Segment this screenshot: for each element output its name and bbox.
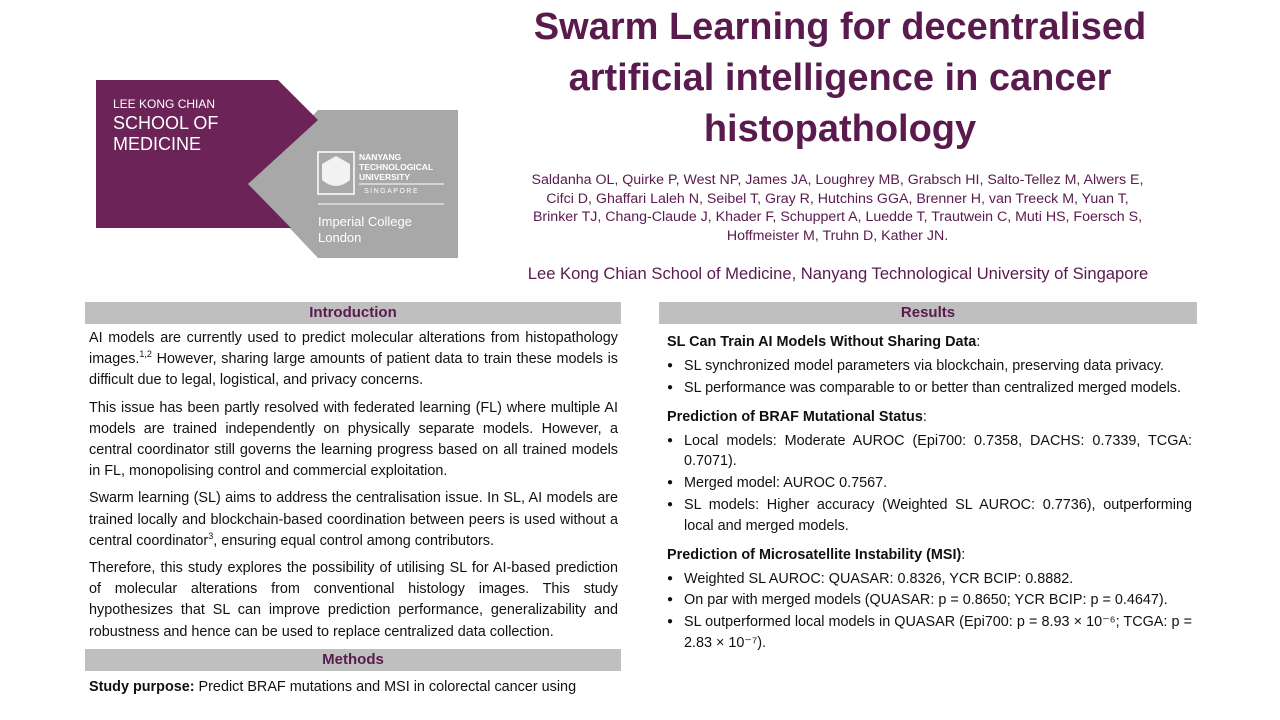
results-subheading-3: Prediction of Microsatellite Instability (MSI): bbox=[667, 546, 966, 563]
author-list bbox=[495, 171, 1180, 245]
results-s3-title: Prediction of Microsatellite Instability (MSI) bbox=[667, 546, 962, 563]
list-item: ● SL outperformed local models in QUASAR (Epi700: p = 8.93 × 10⁻⁶; TCGA: p = 2.83 × 10⁻⁷). bbox=[667, 612, 1192, 654]
title-line1: Swarm Learning for decentralised bbox=[533, 6, 1147, 48]
intro-p1-text-a: AI models are currently used to predict molecular alterations from histopathology images. bbox=[89, 330, 618, 368]
results-list-1 bbox=[667, 356, 1192, 399]
results-subheading-1: SL Can Train AI Models Without Sharing Data: bbox=[667, 334, 981, 350]
intro-p3-text-a: Swarm learning (SL) aims to address the centralisation issue. In SL, AI models are trained locally and blockchain-based coordination between peers is used without a central coordinator bbox=[89, 490, 618, 549]
methods-heading: Methods bbox=[85, 649, 621, 671]
intro-p1-citation: 1,2 bbox=[139, 349, 152, 360]
authors-line2: Cifci D, Ghaffari Laleh N, Seibel T, Gray R, Hutchins GGA, Brenner H, van Treeck M, Yuan T, bbox=[546, 190, 1129, 207]
methods-label: Study purpose: bbox=[89, 678, 195, 695]
list-item: ● SL synchronized model parameters via blockchain, preserving data privacy. bbox=[667, 356, 1192, 377]
intro-paragraph-1 bbox=[89, 328, 618, 392]
title-line2: artificial intelligence in cancer bbox=[568, 57, 1112, 99]
authors-line1: Saldanha OL, Quirke P, West NP, James JA, Loughrey MB, Grabsch HI, Salto-Tellez M, Alwers E, bbox=[531, 172, 1144, 188]
results-heading: Results bbox=[659, 302, 1197, 324]
ntu-line1: NANYANG bbox=[359, 152, 402, 162]
methods-study-purpose bbox=[89, 677, 618, 697]
authors-line3: Brinker TJ, Chang-Claude J, Khader F, Schuppert A, Luedde T, Trautwein C, Muti HS, Foersch S, bbox=[532, 209, 1143, 226]
title-line3: histopathology bbox=[703, 108, 977, 150]
imperial-line2: London bbox=[318, 230, 362, 245]
authors-line4: Hoffmeister M, Truhn D, Kather JN. bbox=[726, 227, 949, 244]
list-item: ● SL models: Higher accuracy (Weighted SL AUROC: 0.7736), outperforming local and merged models. bbox=[667, 495, 1192, 537]
list-item: ● SL performance was comparable to or better than centralized merged models. bbox=[667, 378, 1192, 399]
right-column bbox=[659, 302, 1197, 662]
intro-p3-citation: 3 bbox=[208, 531, 214, 542]
school-name-line2: SCHOOL OF bbox=[113, 113, 219, 133]
ntu-line3: UNIVERSITY bbox=[359, 172, 411, 182]
results-s2-title: Prediction of BRAF Mutational Status bbox=[667, 408, 923, 425]
school-name-line3: MEDICINE bbox=[113, 134, 202, 154]
affiliation: Lee Kong Chian School of Medicine, Nanyang Technological University of Singapore bbox=[527, 264, 1149, 283]
introduction-heading: Introduction bbox=[85, 302, 621, 324]
school-name-line1: LEE KONG CHIAN bbox=[113, 97, 216, 111]
results-list-2 bbox=[667, 431, 1192, 537]
results-list-3 bbox=[667, 569, 1192, 654]
methods-text: Predict BRAF mutations and MSI in colorectal cancer using bbox=[194, 678, 577, 695]
poster-title bbox=[490, 2, 1190, 155]
intro-paragraph-3 bbox=[89, 488, 618, 552]
intro-paragraph-4: Therefore, this study explores the possibility of utilising SL for AI-based prediction of molecular alterations from conventional histology images. This study hypothesizes that SL can improve prediction performance, generalizability and robustness and hence can be used to replace centralized data collection. bbox=[89, 560, 618, 640]
intro-paragraph-2: This issue has been partly resolved with federated learning (FL) where multiple AI models are trained independently on physically separate models. However, a central coordinator still governs the learning progress based on all trained models in FL, monopolising control and commercial exploitation. bbox=[89, 399, 618, 480]
intro-p3-text-b: , ensuring equal control among contributors. bbox=[213, 532, 494, 549]
results-subheading-2: Prediction of BRAF Mutational Status: bbox=[667, 408, 927, 425]
ntu-line2: TECHNOLOGICAL bbox=[359, 162, 434, 172]
intro-p1-text-b: However, sharing large amounts of patient data to train these models is difficult due to legal, logistical, and privacy concerns. bbox=[89, 351, 618, 389]
list-item: ● Merged model: AUROC 0.7567. bbox=[667, 473, 1192, 494]
left-column bbox=[85, 302, 621, 697]
ntu-line4: SINGAPORE bbox=[364, 188, 420, 195]
list-item: ● On par with merged models (QUASAR: p = 0.8650; YCR BCIP: p = 0.4647). bbox=[667, 590, 1192, 611]
imperial-line1: Imperial College bbox=[318, 214, 412, 229]
list-item: ● Local models: Moderate AUROC (Epi700: 0.7358, DACHS: 0.7339, TCGA: 0.7071). bbox=[667, 431, 1192, 473]
results-s1-title: SL Can Train AI Models Without Sharing Data bbox=[667, 334, 977, 350]
list-item: ● Weighted SL AUROC: QUASAR: 0.8326, YCR BCIP: 0.8882. bbox=[667, 569, 1192, 590]
institution-logo bbox=[96, 80, 458, 258]
